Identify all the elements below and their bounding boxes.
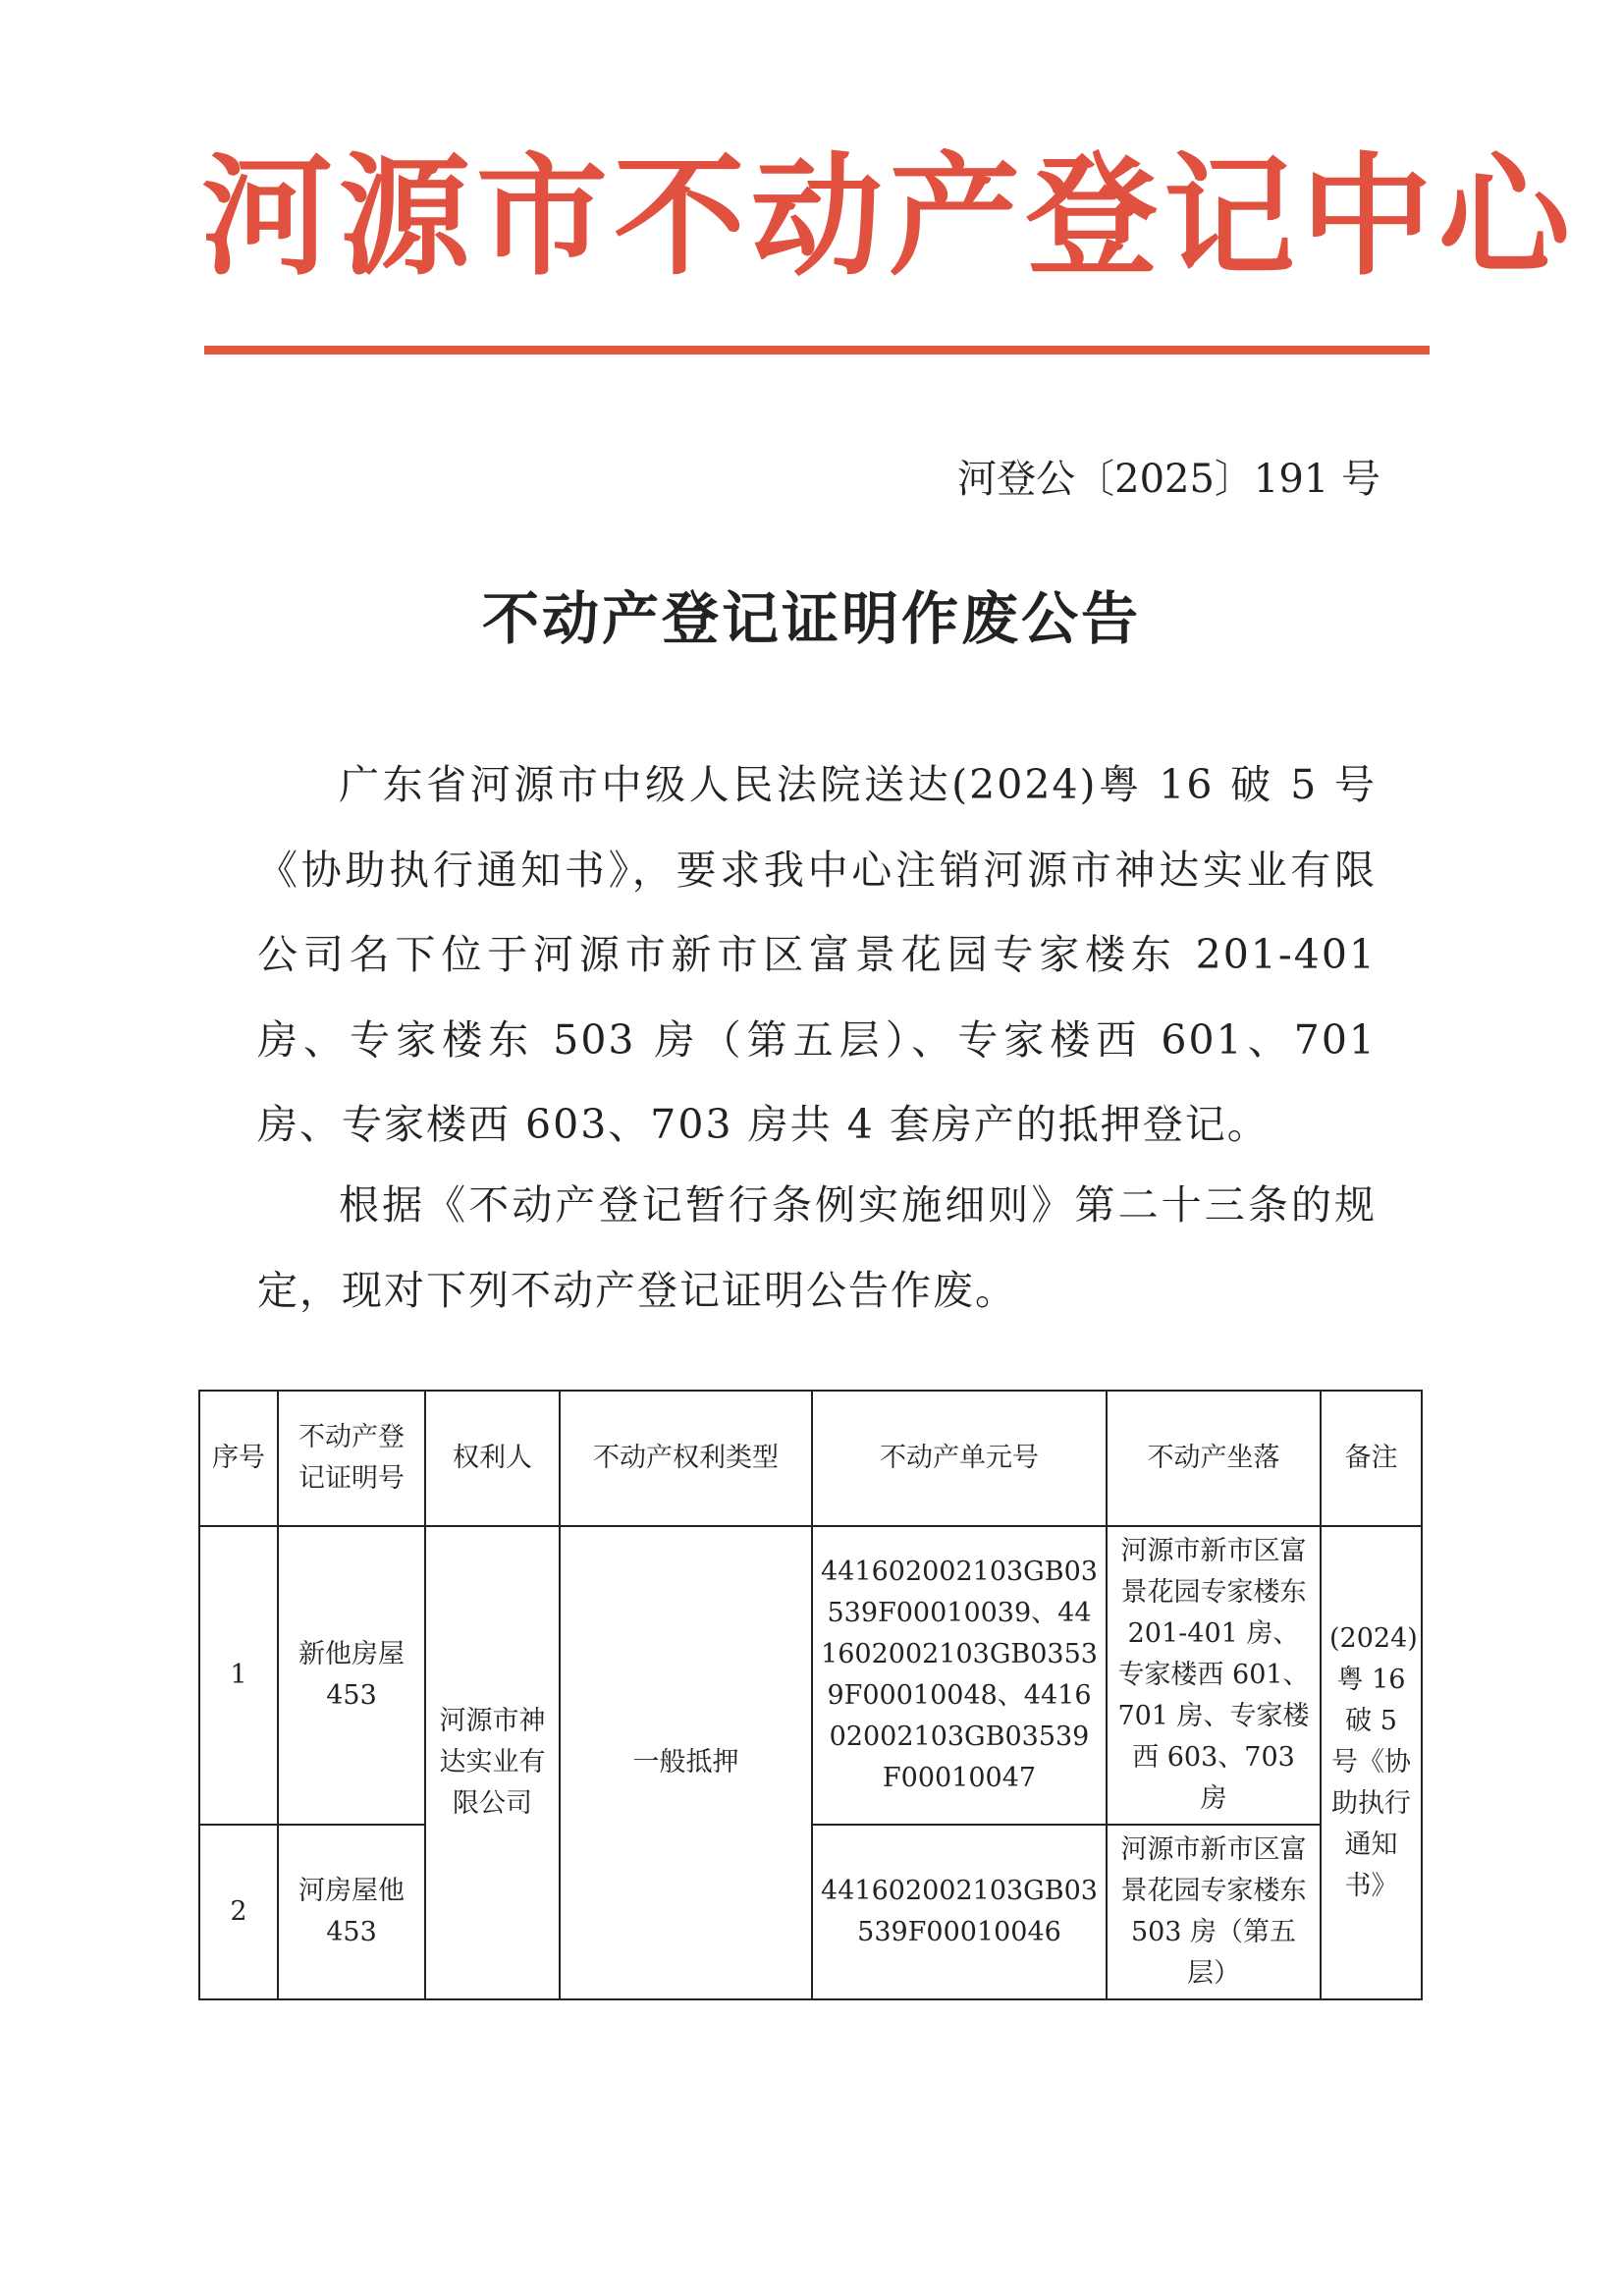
cell-unit-no: 441602002103GB03539F00010046 — [812, 1825, 1107, 1999]
cell-remark: (2024)粤 16 破 5 号《协助执行通知书》 — [1321, 1526, 1422, 1999]
table-header-row — [199, 1391, 1422, 1526]
header-unit-no: 不动产单元号 — [812, 1391, 1107, 1526]
header-divider — [204, 346, 1430, 355]
cell-index: 1 — [199, 1526, 278, 1825]
cell-location: 河源市新市区富景花园专家楼东 503 房（第五层） — [1107, 1825, 1321, 1999]
notice-title: 不动产登记证明作废公告 — [481, 585, 1141, 652]
body-paragraph-1: 广东省河源市中级人民法院送达(2024)粤 16 破 5 号《协助执行通知书》，要求我中心注销河源市神达实业有限公司名下位于河源市新市区富景花园专家楼东 201-401 房、专家楼东 503 房（第五层）、专家楼西 601、701 房、专家楼西 603、703 房共 4 套房产的抵押登记。 — [257, 761, 1377, 1148]
issuer-header-title: 河源市不动产登记中心 — [201, 138, 1577, 294]
table-row — [199, 1526, 1422, 1825]
certificate-table — [198, 1390, 1423, 2000]
cell-cert-no: 新他房屋 453 — [278, 1526, 425, 1825]
header-cert-no: 不动产登记证明号 — [278, 1391, 425, 1526]
header-location: 不动产坐落 — [1107, 1391, 1321, 1526]
cell-cert-no: 河房屋他 453 — [278, 1825, 425, 1999]
cell-location: 河源市新市区富景花园专家楼东 201-401 房、专家楼西 601、701 房、专家楼西 603、703 房 — [1107, 1526, 1321, 1825]
header-index: 序号 — [199, 1391, 278, 1526]
cell-right-holder: 河源市神达实业有限公司 — [425, 1526, 560, 1999]
document-number: 河登公〔2025〕191 号 — [957, 457, 1380, 502]
cell-right-type: 一般抵押 — [560, 1526, 812, 1999]
header-right-holder: 权利人 — [425, 1391, 560, 1526]
header-remark: 备注 — [1321, 1391, 1422, 1526]
body-paragraph-2: 根据《不动产登记暂行条例实施细则》第二十三条的规定，现对下列不动产登记证明公告作废。 — [257, 1181, 1377, 1314]
cell-unit-no: 441602002103GB03539F00010039、441602002103GB03539F00010048、441602002103GB03539F00010047 — [812, 1526, 1107, 1825]
cell-index: 2 — [199, 1825, 278, 1999]
header-right-type: 不动产权利类型 — [560, 1391, 812, 1526]
